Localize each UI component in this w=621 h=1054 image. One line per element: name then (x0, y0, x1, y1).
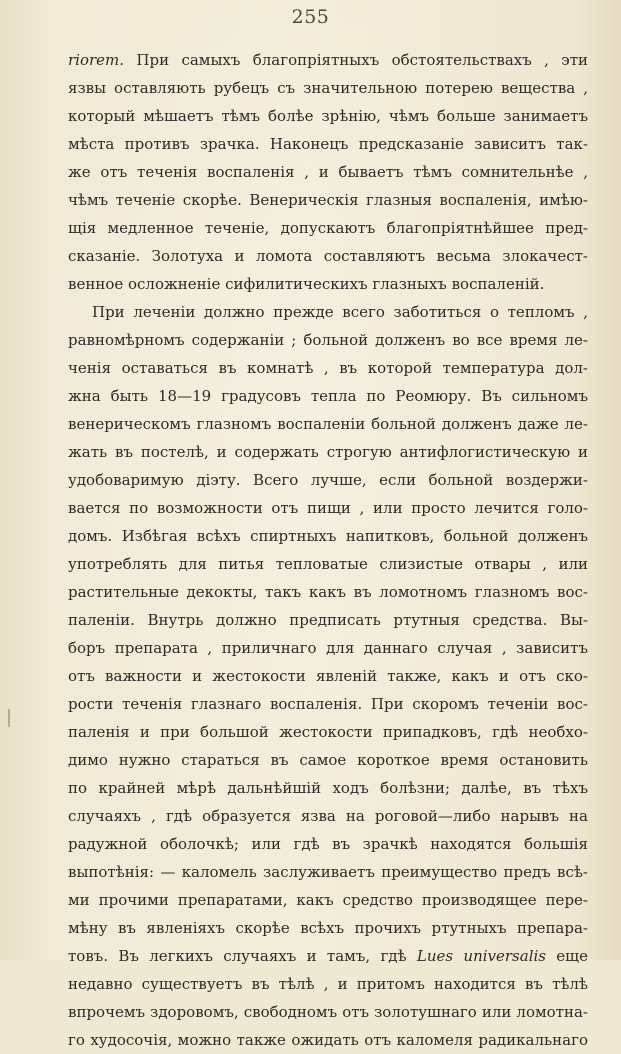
latin-term: riorem. (68, 51, 125, 69)
text-segment: жна быть 18—19 градусовъ тепла по Реомюру. Въ сильномъ (68, 387, 588, 405)
text-segment: мѣну въ явленіяхъ скорѣе всѣхъ прочихъ ртутныхъ препара- (68, 919, 588, 937)
text-line (68, 746, 588, 774)
text-line (68, 578, 588, 606)
text-line (68, 354, 588, 382)
text-line (68, 606, 588, 634)
text-segment: чѣмъ теченіе скорѣе. Венерическія глазныя воспаленія, имѣю- (68, 191, 588, 209)
text-segment: растительные декокты, такъ какъ въ ломотномъ глазномъ вос- (68, 583, 588, 601)
text-segment: ченія оставаться въ комнатѣ , въ которой температура дол- (68, 359, 588, 377)
text-segment: боръ препарата , приличнаго для даннаго случая , зависитъ (68, 639, 588, 657)
text-line (68, 438, 588, 466)
text-segment: недавно существуетъ въ тѣлѣ , и притомъ находится въ тѣлѣ (68, 975, 588, 993)
text-segment: домъ. Избѣгая всѣхъ спиртныхъ напитковъ, больной долженъ (68, 527, 588, 545)
text-segment: При леченіи должно прежде всего заботиться о тепломъ , (92, 303, 588, 321)
text-segment: товъ. Въ легкихъ случаяхъ и тамъ, гдѣ (68, 947, 417, 965)
text-segment: же отъ теченія воспаленія , и бываетъ тѣмъ сомнительнѣе , (68, 163, 588, 181)
text-segment: язвы оставляють рубецъ съ значительною потерею вещества , (68, 79, 588, 97)
text-segment: рости теченія глазнаго воспаленія. При скоромъ теченіи вос- (68, 695, 588, 713)
text-segment: При самыхъ благопріятныхъ обстоятельствахъ , эти (124, 51, 588, 69)
text-segment: димо нужно стараться въ самое короткое время остановить (68, 751, 588, 769)
text-line (68, 690, 588, 718)
text-segment: венное осложненіе сифилитическихъ глазныхъ воспаленій. (68, 275, 545, 293)
text-segment: еще (546, 947, 589, 965)
text-line (68, 522, 588, 550)
text-line (68, 858, 588, 886)
text-line (68, 186, 588, 214)
text-segment: ми прочими препаратами, какъ средство производящее пере- (68, 891, 588, 909)
text-line (68, 74, 588, 102)
text-line (68, 774, 588, 802)
text-segment: венерическомъ глазномъ воспаленіи больной долженъ даже ле- (68, 415, 588, 433)
text-segment: употреблять для питья тепловатые слизистые отвары , или (68, 555, 588, 573)
text-line (68, 158, 588, 186)
text-segment: удобоваримую діэту. Всего лучше, если больной воздержи- (68, 471, 588, 489)
text-line (68, 886, 588, 914)
text-line (68, 1026, 588, 1054)
text-segment: который мѣшаетъ тѣмъ болѣе зрѣнію, чѣмъ больше занимаетъ (68, 107, 588, 125)
text-line (68, 998, 588, 1026)
text-segment: случаяхъ , гдѣ образуется язва на роговой—либо нарывъ на (68, 807, 588, 825)
text-line (68, 634, 588, 662)
text-line (68, 830, 588, 858)
text-line (68, 102, 588, 130)
text-segment: впрочемъ здоровомъ, свободномъ отъ золотушнаго или ломотна- (68, 1003, 588, 1021)
text-segment: го худосочія, можно также ожидать отъ каломеля радикальнаго (68, 1031, 588, 1049)
text-segment: сказаніе. Золотуха и ломота составляютъ весьма злокачест- (68, 247, 588, 265)
text-segment: вается по возможности отъ пищи , или просто лечится голо- (68, 499, 588, 517)
text-segment: мѣста противъ зрачка. Наконецъ предсказаніе зависитъ так- (68, 135, 588, 153)
text-segment: паленіи. Внутрь должно предписать ртутныя средства. Вы- (68, 611, 588, 629)
text-segment: жать въ постелѣ, и содержать строгую антифлогистическую и (68, 443, 588, 461)
text-line (68, 718, 588, 746)
text-line (68, 410, 588, 438)
text-line (68, 130, 588, 158)
text-line (68, 802, 588, 830)
margin-mark (8, 709, 10, 727)
text-line (68, 914, 588, 942)
text-line (68, 970, 588, 998)
text-segment: отъ важности и жестокости явленій также, какъ и отъ ско- (68, 667, 588, 685)
text-line (68, 326, 588, 354)
text-line (68, 382, 588, 410)
text-line (68, 298, 588, 326)
text-segment: радужной оболочкѣ; или гдѣ въ зрачкѣ находятся большія (68, 835, 588, 853)
page-number: 255 (291, 6, 330, 28)
text-line (68, 494, 588, 522)
text-line (68, 214, 588, 242)
text-line (68, 46, 588, 74)
text-segment: равномѣрномъ содержаніи ; больной долженъ во все время ле- (68, 331, 588, 349)
text-line (68, 270, 588, 298)
text-line (68, 662, 588, 690)
text-line (68, 942, 588, 970)
text-segment: выпотѣнія: — каломель заслуживаетъ преимущество предъ всѣ- (68, 863, 588, 881)
text-segment: щія медленное теченіе, допускаютъ благопріятнѣйшее пред- (68, 219, 588, 237)
text-line (68, 242, 588, 270)
latin-term: Lues universalis (416, 947, 546, 965)
text-line (68, 550, 588, 578)
text-segment: по крайней мѣрѣ дальнѣйшій ходъ болѣзни; далѣе, въ тѣхъ (68, 779, 588, 797)
text-segment: паленія и при большой жестокости припадковъ, гдѣ необхо- (68, 723, 588, 741)
text-line (68, 466, 588, 494)
